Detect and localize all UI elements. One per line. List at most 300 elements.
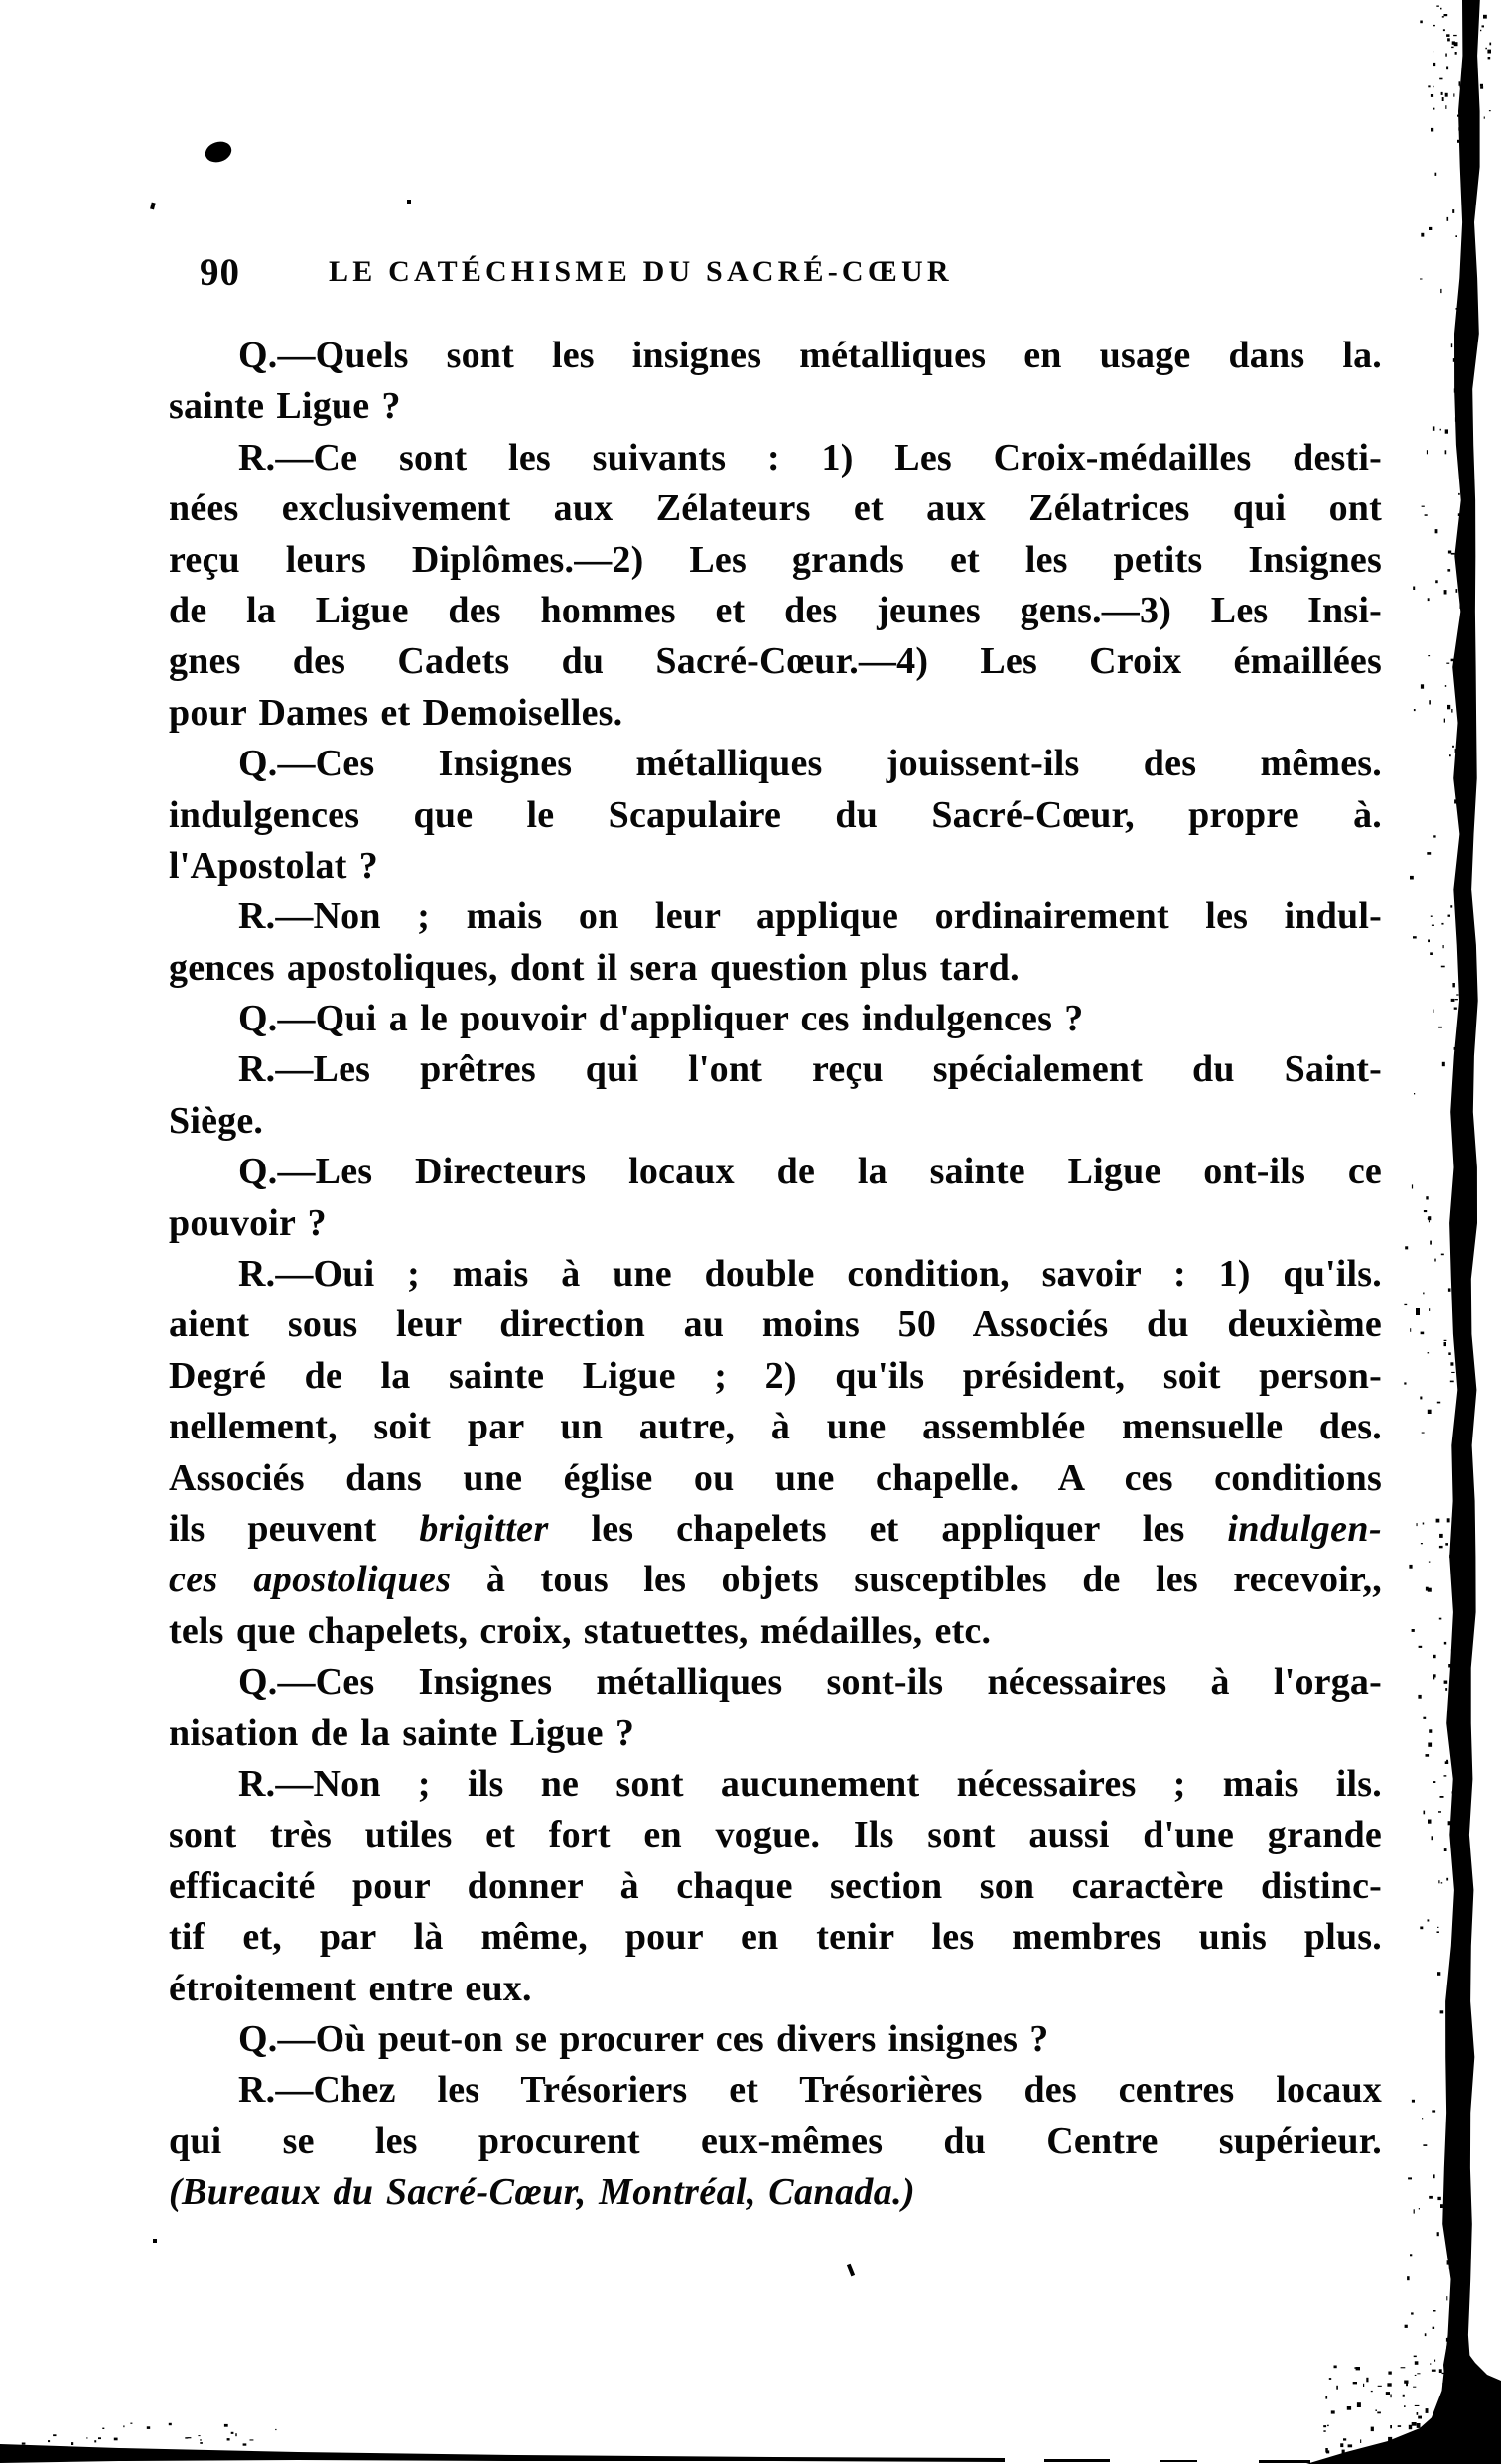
scan-speck (1404, 2381, 1408, 2384)
scan-speck (1404, 2405, 1406, 2407)
scan-speck (1430, 952, 1433, 955)
scan-speck (1429, 1729, 1432, 1733)
text-line: sainte Ligue ? (169, 385, 401, 428)
scan-speck (1449, 1999, 1453, 2000)
scan-speck (1458, 734, 1460, 738)
scan-speck (1480, 86, 1483, 89)
speck (847, 2264, 855, 2277)
scan-speck (1453, 1461, 1455, 1464)
scan-speck (1450, 2186, 1451, 2187)
scan-speck (1458, 1092, 1459, 1096)
scan-speck (1466, 80, 1468, 84)
scan-speck (1436, 1519, 1440, 1523)
scan-speck (1457, 363, 1458, 366)
text-line: R.—Chez les Trésoriers et Trésorières des centres locaux (238, 2069, 1382, 2112)
scan-speck (1437, 1927, 1438, 1928)
scan-speck (1449, 2049, 1452, 2052)
scan-speck (1451, 1649, 1454, 1651)
text-line: Q.—Ces Insignes métalliques jouissent-ils des mêmes. (238, 743, 1382, 785)
scan-speck (1323, 2430, 1325, 2432)
scan-speck (1421, 1332, 1425, 1335)
scan-speck (1470, 178, 1472, 181)
scan-speck (1471, 71, 1474, 76)
scan-speck (1464, 574, 1467, 577)
scan-speck (1444, 14, 1448, 16)
gutter-band (1414, 0, 1501, 2464)
scan-speck (1452, 1791, 1454, 1793)
text-line: de la Ligue des hommes et des jeunes gens.—3) Les Insi- (169, 589, 1382, 631)
scan-speck (102, 2428, 104, 2429)
text-line: Associés dans une église ou une chapelle. A ces conditions (169, 1456, 1382, 1499)
scan-speck (1464, 2363, 1466, 2367)
scan-speck (1446, 2145, 1447, 2149)
scan-speck (1463, 120, 1466, 122)
scan-speck (1452, 2171, 1455, 2174)
scan-speck (1484, 117, 1485, 119)
scan-speck (1405, 2325, 1408, 2328)
scan-speck (1485, 48, 1487, 50)
scan-speck (1428, 940, 1430, 943)
scan-speck (1448, 1288, 1451, 1291)
scan-speck (1438, 1880, 1439, 1883)
scan-speck (1462, 106, 1465, 109)
scan-speck (1459, 1014, 1461, 1016)
scan-speck (1412, 1629, 1415, 1632)
scan-speck (1471, 24, 1474, 25)
text-line: Q.—Quels sont les insignes métalliques en usage dans la. (238, 335, 1382, 376)
scan-speck (1468, 71, 1471, 72)
scan-speck (1421, 684, 1424, 688)
scan-speck (1331, 2410, 1335, 2413)
scan-speck (1465, 987, 1469, 990)
scan-speck (1447, 38, 1450, 41)
scan-speck (1460, 556, 1464, 559)
scan-speck (1439, 78, 1442, 80)
scan-speck (1461, 1423, 1462, 1426)
scan-speck (1452, 1309, 1456, 1311)
scan-speck (1430, 2364, 1431, 2365)
scan-speck (1461, 183, 1465, 186)
scan-speck (1445, 2390, 1449, 2394)
scan-speck (1440, 2010, 1444, 2013)
scan-speck (1489, 43, 1491, 46)
scan-speck (1459, 2457, 1462, 2459)
scan-speck (1412, 2100, 1415, 2103)
bottom-dash (1160, 2460, 1197, 2462)
scan-speck (1469, 109, 1473, 112)
scan-speck (1452, 746, 1454, 748)
scan-speck (1447, 2260, 1449, 2264)
scan-speck (1428, 1588, 1432, 1592)
scan-speck (86, 2437, 87, 2438)
scan-speck (1448, 1352, 1450, 1355)
scan-speck (1466, 510, 1468, 512)
scan-speck (1460, 517, 1461, 519)
scan-speck (1454, 42, 1458, 46)
scan-speck (1444, 2388, 1448, 2392)
scan-speck (1454, 1008, 1457, 1010)
scan-speck (123, 2425, 124, 2427)
scan-speck (1466, 307, 1469, 311)
scan-speck (1334, 2366, 1337, 2369)
scan-speck (1444, 719, 1445, 723)
scan-speck (1455, 1070, 1457, 1072)
scan-speck (1456, 2271, 1460, 2275)
scan-speck (1450, 2071, 1453, 2073)
scan-speck (1443, 945, 1444, 948)
text-line: Siège. (169, 1099, 264, 1142)
scan-speck (1428, 85, 1430, 87)
running-title: LE CATÉCHISME DU SACRÉ-CŒUR (329, 255, 953, 288)
scan-speck (1451, 999, 1455, 1002)
bottom-dash (1259, 2460, 1310, 2463)
scan-speck (1467, 511, 1471, 514)
scan-speck (1445, 1761, 1449, 1764)
scan-speck (1447, 2027, 1451, 2031)
scan-speck (1401, 2367, 1406, 2368)
scan-speck (48, 2440, 50, 2442)
scan-speck (1433, 835, 1435, 837)
scan-speck (1445, 93, 1448, 97)
scan-speck (1323, 2425, 1326, 2427)
text-line: sont très utiles et fort en vogue. Ils sont aussi d'une grande (169, 1814, 1382, 1856)
scan-speck (1445, 450, 1447, 454)
scan-speck (1459, 106, 1460, 110)
scan-speck (1444, 1342, 1447, 1346)
scan-speck (1426, 2408, 1429, 2413)
scan-speck (1459, 81, 1461, 86)
scan-speck (1465, 2446, 1468, 2451)
text-line: R.—Non ; ils ne sont aucunement nécessaires ; mais ils. (238, 1762, 1382, 1805)
scan-speck (1444, 2168, 1447, 2172)
scan-speck (1452, 2455, 1455, 2459)
scan-speck (1329, 2378, 1331, 2380)
scan-speck (1422, 506, 1425, 507)
scan-speck (1377, 2412, 1381, 2414)
scan-speck (1428, 1216, 1431, 1220)
scan-speck (1420, 1927, 1423, 1930)
scan-speck (1340, 2443, 1343, 2447)
scan-speck (1466, 115, 1469, 117)
text-line: nisation de la sainte Ligue ? (169, 1711, 635, 1754)
scan-speck (1440, 1796, 1444, 1798)
scan-speck (1446, 2338, 1450, 2342)
scan-speck (200, 2442, 203, 2444)
scan-speck (1446, 34, 1449, 37)
text-line: l'Apostolat ? (169, 844, 378, 887)
scan-speck (1457, 673, 1459, 676)
scan-speck (1423, 1523, 1425, 1525)
scan-speck (1452, 41, 1455, 44)
scan-speck (1433, 25, 1435, 26)
scan-speck (1354, 2367, 1357, 2369)
scan-speck (1447, 2242, 1450, 2243)
scan-speck (1403, 2395, 1405, 2397)
scan-speck (1325, 2448, 1328, 2453)
scan-speck (1465, 116, 1468, 119)
scan-speck (1462, 530, 1464, 532)
scan-speck (1454, 1134, 1456, 1136)
scan-speck (1432, 925, 1434, 926)
scan-speck (1418, 1695, 1421, 1699)
scan-speck (1455, 1546, 1457, 1548)
scan-speck (1455, 2436, 1457, 2440)
scan-speck (1431, 94, 1433, 97)
scan-speck (1459, 2377, 1461, 2379)
scan-speck (1445, 105, 1446, 109)
scan-speck (1456, 901, 1459, 905)
scan-speck (1456, 337, 1460, 338)
scan-speck (1450, 1381, 1454, 1383)
scan-speck (1461, 862, 1465, 865)
scan-speck (1447, 705, 1450, 709)
scan-speck (1418, 2416, 1422, 2419)
scan-speck (1410, 876, 1414, 880)
scan-speck (1460, 86, 1463, 88)
scan-speck (1448, 2056, 1451, 2059)
scan-speck (1407, 2276, 1410, 2280)
scan-speck (1455, 999, 1458, 1000)
scan-speck (98, 2437, 101, 2439)
scan-speck (1413, 936, 1417, 938)
scan-speck (1444, 1642, 1446, 1645)
scan-speck (1353, 2382, 1357, 2384)
scan-speck (1388, 2437, 1392, 2442)
scan-speck (22, 2443, 26, 2445)
scan-speck (169, 2423, 172, 2425)
scan-speck (1461, 452, 1465, 454)
scan-speck (1458, 2386, 1463, 2391)
scan-speck (1452, 1581, 1453, 1585)
scan-speck (1448, 915, 1451, 917)
scan-speck (250, 2439, 254, 2440)
scan-speck (1447, 217, 1449, 221)
scan-speck (1433, 108, 1435, 110)
scan-speck (1437, 2197, 1440, 2200)
scan-speck (94, 2440, 96, 2442)
scan-speck (1433, 426, 1435, 430)
scan-speck (1357, 2460, 1360, 2464)
scan-speck (1444, 2405, 1446, 2408)
scan-speck (1463, 852, 1466, 853)
scan-speck (1433, 1655, 1436, 1658)
scan-speck (1446, 663, 1449, 664)
scan-speck (1464, 671, 1466, 673)
scan-speck (1464, 263, 1466, 267)
scan-speck (1453, 1627, 1455, 1628)
scan-speck (1445, 429, 1448, 433)
corner-blob (1306, 2331, 1501, 2464)
scan-speck (200, 2439, 201, 2441)
scan-speck (1435, 529, 1438, 533)
text-line: Q.—Qui a le pouvoir d'appliquer ces indulgences ? (238, 998, 1084, 1040)
scan-speck (1458, 910, 1462, 915)
scan-speck (1458, 2077, 1460, 2080)
scan-speck (1432, 2370, 1436, 2372)
scan-speck (1468, 85, 1471, 87)
scan-speck (1456, 1186, 1460, 1190)
scan-speck (1449, 2153, 1453, 2157)
scan-speck (1426, 1587, 1429, 1591)
scan-speck (1450, 1219, 1453, 1220)
scan-speck (1409, 1565, 1412, 1569)
scan-speck (1366, 2378, 1368, 2383)
scan-speck (1432, 1836, 1433, 1840)
scan-speck (1442, 16, 1444, 18)
scan-speck (1444, 1681, 1448, 1684)
scan-speck (1423, 1293, 1424, 1295)
scan-speck (1375, 2410, 1377, 2411)
scan-speck (1445, 685, 1446, 687)
speck (407, 200, 411, 204)
scan-speck (1428, 1218, 1430, 1220)
scan-speck (53, 2434, 56, 2436)
scan-speck (1452, 209, 1454, 213)
scan-speck (1464, 1083, 1467, 1087)
scan-speck (1466, 2369, 1468, 2372)
scan-speck (1469, 429, 1470, 432)
scan-speck (1487, 50, 1491, 54)
scan-speck (1461, 333, 1465, 334)
scan-speck (1342, 2450, 1345, 2455)
scan-speck (1480, 84, 1483, 86)
scan-speck (1417, 1523, 1418, 1526)
scan-speck (1468, 728, 1469, 731)
scan-speck (1459, 1956, 1461, 1959)
scan-speck (1423, 1717, 1426, 1719)
scan-speck (1446, 1760, 1448, 1763)
scan-speck (1455, 667, 1457, 671)
speck (153, 2239, 157, 2243)
scan-speck (1463, 236, 1466, 239)
scan-speck (1453, 1502, 1456, 1506)
scan-speck (1440, 429, 1441, 431)
scan-speck (1458, 513, 1462, 516)
scan-speck (1413, 587, 1415, 591)
scan-speck (1483, 15, 1487, 19)
scan-speck (1437, 1931, 1439, 1933)
scan-speck (1449, 754, 1451, 756)
scan-speck (1470, 50, 1472, 51)
scan-speck (1456, 308, 1459, 310)
scan-speck (1415, 2375, 1417, 2376)
text-line: Q.—Où peut-on se procurer ces divers insignes ? (238, 2017, 1049, 2060)
scan-speck (1423, 2144, 1427, 2146)
scan-speck (1459, 1938, 1461, 1940)
scan-speck (1429, 1562, 1431, 1563)
scan-speck (1452, 2156, 1456, 2159)
scan-speck (1410, 1328, 1411, 1332)
scan-speck (1414, 1093, 1415, 1094)
scan-speck (1390, 2395, 1391, 2398)
scan-speck (1327, 2425, 1329, 2426)
scan-speck (1455, 2452, 1457, 2457)
scan-speck (1360, 2439, 1361, 2443)
scan-speck (1454, 1245, 1457, 1248)
scan-speck (1386, 2392, 1390, 2395)
scan-speck (1363, 2384, 1364, 2387)
scan-speck (1454, 1452, 1456, 1454)
scan-speck (1422, 2431, 1427, 2434)
scan-speck (1420, 1397, 1422, 1400)
scan-speck (1428, 1820, 1432, 1824)
scan-speck (1451, 1722, 1454, 1726)
scan-speck (1463, 71, 1465, 74)
scan-speck (1421, 1543, 1423, 1544)
bottom-scan-strip (0, 2444, 1005, 2463)
scan-speck (1419, 2208, 1420, 2209)
scan-speck (1451, 2442, 1454, 2446)
scan-speck (1428, 1352, 1430, 1353)
scan-speck (1451, 553, 1455, 555)
scan-speck (1444, 1340, 1447, 1341)
scan-speck (1448, 551, 1451, 554)
text-line: R.—Les prêtres qui l'ont reçu spécialement du Saint- (238, 1048, 1382, 1091)
scan-speck (1429, 2447, 1430, 2449)
scan-speck (1439, 1618, 1442, 1620)
scan-speck (1442, 1062, 1445, 1066)
scan-speck (1457, 115, 1460, 117)
scan-speck (1458, 1032, 1461, 1034)
scan-speck (1410, 2254, 1412, 2256)
scan-speck (1412, 1184, 1413, 1188)
scan-speck (1440, 289, 1441, 293)
scan-speck (1440, 2204, 1443, 2208)
speck (150, 203, 156, 210)
scan-speck (1409, 2425, 1412, 2429)
scan-speck (1424, 1210, 1427, 1212)
scan-speck (1437, 1402, 1440, 1404)
scan-speck (1452, 983, 1455, 987)
scan-speck (1432, 2437, 1433, 2438)
scan-speck (1449, 2207, 1452, 2210)
scan-speck (1455, 1276, 1456, 1277)
scan-speck (1439, 2369, 1442, 2373)
scan-speck (1456, 1822, 1458, 1826)
scan-speck (1436, 6, 1439, 7)
scan-speck (1444, 1848, 1447, 1851)
scan-speck (1427, 852, 1431, 855)
scan-speck (1420, 279, 1423, 280)
scan-speck (1453, 35, 1457, 36)
scan-speck (1453, 2282, 1457, 2286)
scan-speck (1462, 1021, 1464, 1023)
scan-speck (1464, 404, 1466, 406)
scan-speck (1398, 2425, 1401, 2427)
scan-speck (1447, 1518, 1450, 1522)
scan-speck (1460, 1099, 1464, 1102)
scan-speck (1431, 916, 1433, 917)
scan-speck (1442, 97, 1444, 101)
scan-speck (1441, 966, 1445, 968)
scan-speck (1446, 2296, 1447, 2300)
text-line: (Bureaux du Sacré-Cœur, Montréal, Canada.) (169, 2171, 916, 2214)
scan-speck (1440, 8, 1442, 10)
text-line: Q.—Les Directeurs locaux de la sainte Ligue ont-ils ce (238, 1151, 1382, 1193)
scan-speck (1349, 2460, 1350, 2464)
scan-speck (224, 2424, 228, 2427)
scan-speck (1474, 83, 1475, 87)
scan-speck (1453, 93, 1454, 96)
scan-speck (1433, 63, 1435, 66)
scan-speck (1457, 140, 1460, 143)
scan-speck (130, 2423, 132, 2424)
scan-speck (1445, 1688, 1447, 1691)
scan-speck (1447, 2407, 1449, 2410)
scan-speck (198, 2435, 200, 2436)
scan-speck (1422, 2118, 1423, 2119)
scan-speck (1424, 2441, 1427, 2446)
